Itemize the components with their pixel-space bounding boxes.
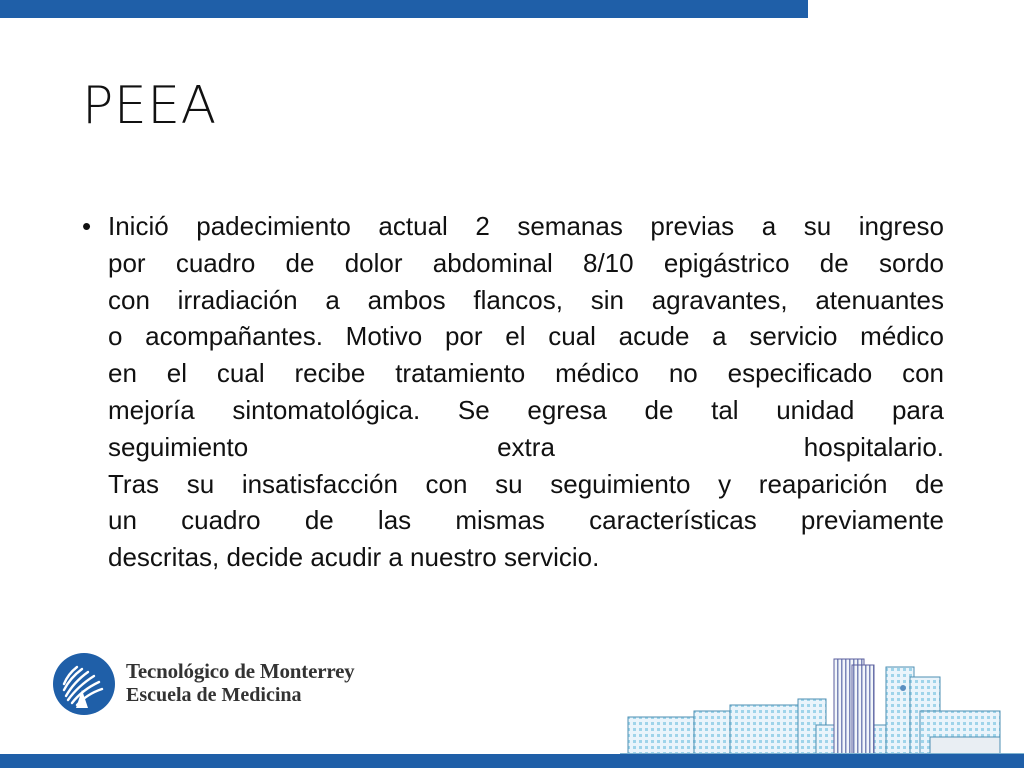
bullet-item xyxy=(82,208,944,576)
org-subtitle: Escuela de Medicina xyxy=(126,684,302,706)
bullet-line: o acompañantes. Motivo por el cual acude a servicio médico xyxy=(108,321,944,352)
bottom-accent-bar xyxy=(0,754,1024,768)
bullet-line: Inició padecimiento actual 2 semanas previas a su ingreso xyxy=(108,211,944,241)
bullet-text xyxy=(108,208,944,576)
bullet-line: en el cual recibe tratamiento médico no especificado con xyxy=(108,358,944,389)
bullet-line: seguimiento extra hospitalario. xyxy=(108,431,944,462)
bullet-line: Tras su insatisfacción con su seguimiento y reaparición de xyxy=(108,468,944,499)
top-accent-bar xyxy=(0,0,808,18)
bullet-line: con irradiación a ambos flancos, sin agravantes, atenuantes xyxy=(108,284,944,315)
slide-body xyxy=(82,208,944,576)
tec-logo-icon xyxy=(52,652,116,716)
bullet-dot: • xyxy=(82,211,92,241)
bullet-line: por cuadro de dolor abdominal 8/10 epigástrico de sordo xyxy=(108,247,944,278)
bullet-line: descritas, decide acudir a nuestro servicio. xyxy=(108,542,600,573)
bullet-line: mejoría sintomatológica. Se egresa de tal unidad para xyxy=(108,394,944,425)
slide-title: PEEA xyxy=(82,76,217,136)
campus-buildings-illustration xyxy=(620,655,1024,760)
top-bar-gap xyxy=(808,0,1024,18)
bullet-line: un cuadro de las mismas características previamente xyxy=(108,505,944,536)
org-name: Tecnológico de Monterrey xyxy=(126,659,355,683)
